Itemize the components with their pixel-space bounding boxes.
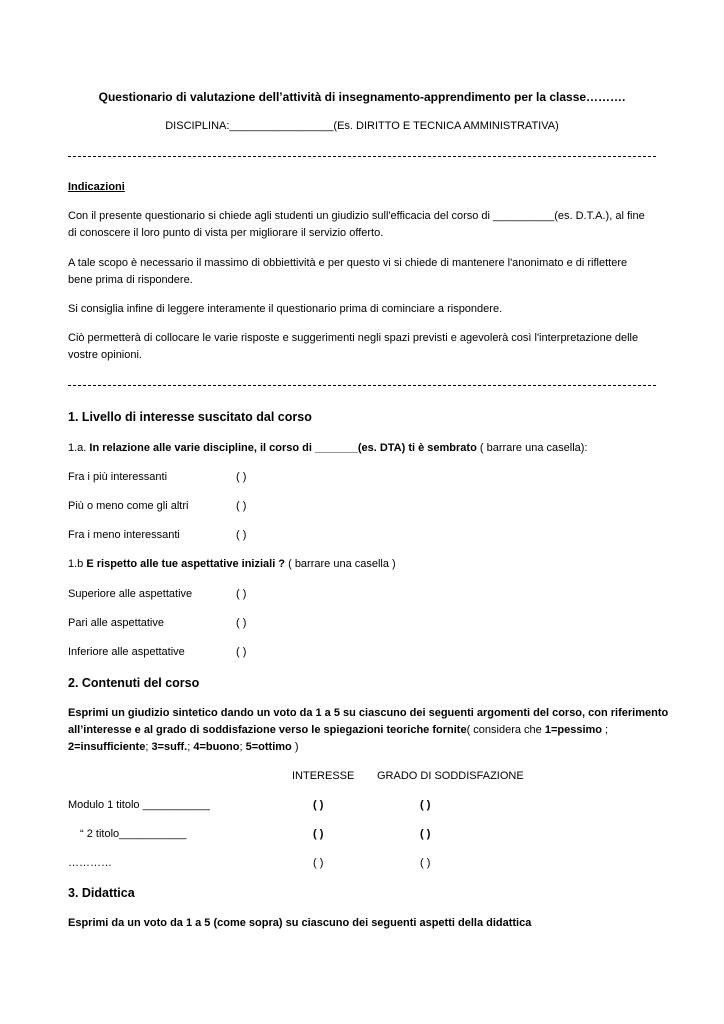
scale-value: 2=insufficiente	[68, 741, 146, 753]
instruction-line: Esprimi da un voto da 1 a 5 (come sopra) su ciascuno dei seguenti aspetti della didattica	[68, 917, 532, 929]
separator: ;	[145, 741, 152, 753]
divider	[68, 385, 656, 386]
question-1b	[68, 557, 396, 571]
score-box-grado[interactable]: ( )	[420, 828, 431, 840]
option-label: Più o meno come gli altri	[68, 500, 189, 512]
question-number: 1.b	[68, 558, 84, 570]
score-box-grado[interactable]: ( )	[420, 799, 431, 811]
paragraph-line: A tale scopo è necessario il massimo di obbiettività e per questo vi si chiede di mantenere l'anonimato e di riflettere	[68, 257, 628, 269]
option-label: Fra i meno interessanti	[68, 529, 180, 541]
score-box-grado[interactable]: ( )	[420, 857, 431, 869]
disciplina-line: DISCIPLINA:_________________(Es. DIRITTO E TECNICA AMMINISTRATIVA)	[165, 120, 559, 132]
paragraph-line: Con il presente questionario si chiede agli studenti un giudizio sull'efficacia del corso di __________(es. D.T.A.), al fine	[68, 210, 645, 222]
scale-value: 3=suff.	[151, 741, 188, 753]
checkbox[interactable]: ( )	[236, 588, 247, 600]
paragraph-line: Si consiglia infine di leggere interamente il questionario prima di cominciare a rispondere.	[68, 303, 503, 315]
scale-value: 1=pessimo	[544, 724, 602, 736]
score-box-interesse[interactable]: ( )	[313, 828, 324, 840]
instruction-note: ;	[602, 724, 609, 736]
divider	[68, 156, 656, 157]
section2-heading: 2. Contenuti del corso	[68, 676, 200, 690]
paragraph-line: bene prima di rispondere.	[68, 274, 193, 286]
score-box-interesse[interactable]: ( )	[313, 857, 324, 869]
question-text: E rispetto alle tue aspettative iniziali ?	[86, 558, 286, 570]
instruction-note: ( considera che	[466, 724, 545, 736]
checkbox[interactable]: ( )	[236, 617, 247, 629]
checkbox[interactable]: ( )	[236, 529, 247, 541]
scale-value: 5=ottimo	[245, 741, 292, 753]
instruction-line	[68, 723, 608, 737]
column-header-interesse: INTERESSE	[292, 770, 355, 782]
column-header-grado: GRADO DI SODDISFAZIONE	[377, 770, 524, 782]
option-label: Superiore alle aspettative	[68, 588, 193, 600]
question-number: 1.a.	[68, 442, 87, 454]
separator: ;	[239, 741, 246, 753]
question-text: In relazione alle varie discipline, il corso di _______(es. DTA) ti è sembrato	[89, 442, 477, 454]
section3-heading: 3. Didattica	[68, 886, 135, 900]
question-note: ( barrare una casella):	[479, 442, 588, 454]
separator: ;	[187, 741, 194, 753]
instruction-line: Esprimi un giudizio sintetico dando un voto da 1 a 5 su ciascuno dei seguenti argomenti del corso, con riferimento	[68, 707, 669, 719]
option-label: Fra i più interessanti	[68, 471, 168, 483]
module-row-label: “ 2 titolo___________	[80, 828, 187, 840]
option-label: Inferiore alle aspettative	[68, 646, 185, 658]
paragraph-line: vostre opinioni.	[68, 349, 142, 361]
instruction-line	[68, 740, 299, 754]
checkbox[interactable]: ( )	[236, 500, 247, 512]
module-row-label: Modulo 1 titolo ___________	[68, 799, 210, 811]
scale-value: 4=buono	[193, 741, 240, 753]
question-note: ( barrare una casella )	[288, 558, 396, 570]
paragraph-line: di conoscere il loro punto di vista per migliorare il servizio offerto.	[68, 227, 384, 239]
section1-heading: 1. Livello di interesse suscitato dal corso	[68, 410, 312, 424]
paragraph-line: Ciò permetterà di collocare le varie risposte e suggerimenti negli spazi previsti e agevolerà così l'interpretazione delle	[68, 332, 639, 344]
checkbox[interactable]: ( )	[236, 471, 247, 483]
score-box-interesse[interactable]: ( )	[313, 799, 324, 811]
indicazioni-heading: Indicazioni	[68, 181, 125, 193]
instruction-bold: all’interesse e al grado di soddisfazione verso le spiegazioni teoriche fornite	[68, 724, 467, 736]
separator: )	[291, 741, 299, 753]
page-title: Questionario di valutazione dell’attività di insegnamento-apprendimento per la classe……….	[98, 90, 626, 104]
question-1a	[68, 441, 587, 455]
module-row-label: …………	[68, 857, 112, 869]
option-label: Pari alle aspettative	[68, 617, 164, 629]
checkbox[interactable]: ( )	[236, 646, 247, 658]
